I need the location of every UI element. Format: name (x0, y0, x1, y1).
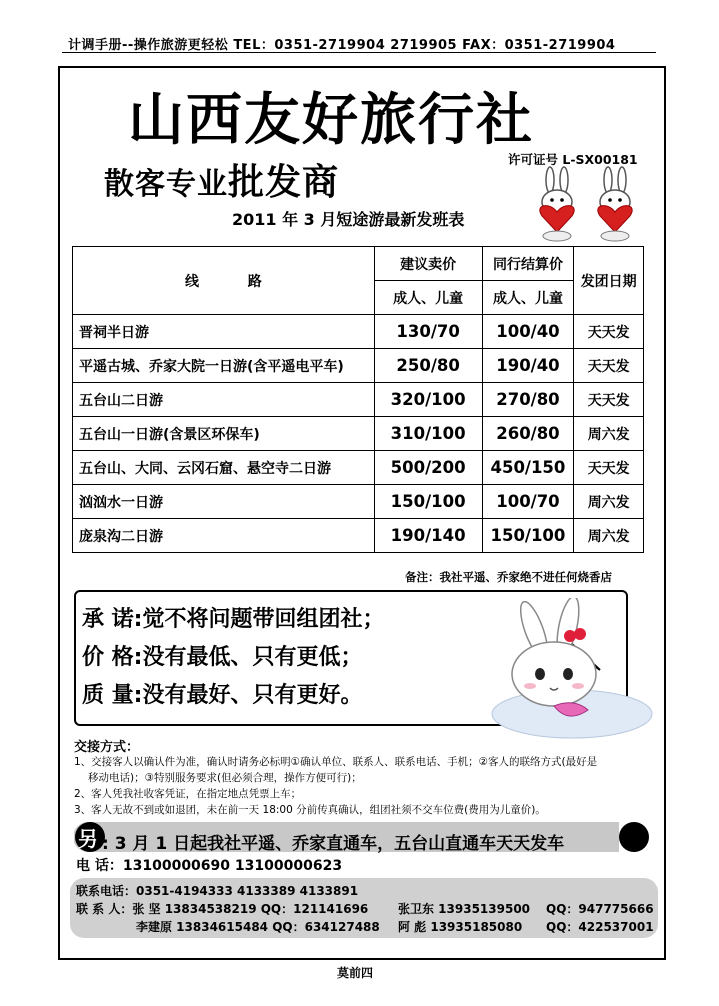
price-table (72, 246, 644, 553)
contact-person-row-1b: 张卫东 13935139500 (398, 902, 531, 916)
header-contact-line: 计调手册--操作旅游更轻松 TEL：0351-2719904 2719905 FAX：0351-2719904 (68, 38, 616, 53)
date-cell: 天天发 (574, 349, 644, 383)
table-row (73, 451, 644, 485)
settle-cell: 270/80 (482, 383, 574, 417)
table-row (73, 383, 644, 417)
price-cell: 320/100 (374, 383, 482, 417)
table-row (73, 315, 644, 349)
settle-subheader: 成人、儿童 (482, 281, 574, 315)
date-cell: 天天发 (574, 315, 644, 349)
slogan (104, 154, 339, 205)
col-route-header: 线 路 (73, 247, 375, 315)
banner-text: : 3 月 1 日起我社平遥、乔家直通车，五台山直通车天天发车 (102, 834, 565, 854)
date-cell: 周六发 (574, 519, 644, 553)
transfer-item-1: 1、交接客人以确认件为准，确认时请务必标明①确认单位、联系人、联系电话、手机；②客人的联络方式(最好是 (74, 756, 598, 768)
contact-person-row-1c: QQ：947775666 (546, 902, 654, 916)
transfer-item-2: 2、客人凭我社收客凭证，在指定地点凭票上车； (74, 788, 302, 800)
rabbit-mascot-illustration (488, 598, 658, 742)
route-cell: 晋祠半日游 (73, 315, 375, 349)
price-cell: 150/100 (374, 485, 482, 519)
transfer-item-1-cont: 移动电话)；③特别服务要求(但必须合理，操作方便可行)； (88, 772, 362, 784)
price-cell: 190/140 (374, 519, 482, 553)
settle-cell: 260/80 (482, 417, 574, 451)
transfer-title: 交接方式： (74, 740, 140, 755)
settle-cell: 450/150 (482, 451, 574, 485)
table-row (73, 349, 644, 383)
route-cell: 庞泉沟二日游 (73, 519, 375, 553)
price-cell: 310/100 (374, 417, 482, 451)
promise-commitment: 承 诺:觉不将问题带回组团社； (82, 607, 385, 632)
route-cell: 五台山一日游(含景区环保车) (73, 417, 375, 451)
bunny-right (598, 167, 632, 241)
route-cell: 汹汹水一日游 (73, 485, 375, 519)
contact-phone-row: 联系电话：0351-4194333 4133389 4133891 (76, 884, 359, 898)
price-subheader: 成人、儿童 (374, 281, 482, 315)
route-cell: 五台山、大同、云冈石窟、悬空寺二日游 (73, 451, 375, 485)
header-rule (62, 52, 656, 53)
price-cell: 130/70 (374, 315, 482, 349)
bunny-left (540, 167, 574, 241)
settle-cell: 150/100 (482, 519, 574, 553)
agency-name: 山西友好旅行社 (128, 87, 534, 153)
phone-numbers: 电 话：13100000690 13100000623 (76, 858, 343, 874)
table-row (73, 417, 644, 451)
bunny-heart-illustration (520, 166, 650, 244)
page-footer: 莫前四 (337, 966, 374, 980)
table-note: 备注：我社平遥、乔家绝不进任何烧香店 (405, 570, 612, 584)
col-settle-header: 同行结算价 (482, 247, 574, 281)
banner-mark: 另 (78, 827, 98, 851)
col-date-header: 发团日期 (574, 247, 644, 315)
contact-person-row-2b: 阿 彪 13935185080 (398, 920, 523, 934)
settle-cell: 190/40 (482, 349, 574, 383)
contact-person-row-1: 联 系 人：张 坚 13834538219 QQ：121141696 (76, 902, 369, 916)
col-price-header: 建议卖价 (374, 247, 482, 281)
promise-price: 价 格:没有最低、只有更低； (82, 645, 363, 670)
schedule-title: 2011 年 3 月短途游最新发班表 (232, 210, 465, 229)
settle-cell: 100/70 (482, 485, 574, 519)
table-row (73, 485, 644, 519)
date-cell: 天天发 (574, 383, 644, 417)
table-header-row (73, 247, 644, 281)
slogan-part-a: 散客专业 (104, 167, 228, 202)
route-cell: 平遥古城、乔家大院一日游(含平遥电平车) (73, 349, 375, 383)
price-cell: 500/200 (374, 451, 482, 485)
date-cell: 周六发 (574, 417, 644, 451)
contact-person-row-2c: QQ：422537001 (546, 920, 654, 934)
date-cell: 天天发 (574, 451, 644, 485)
date-cell: 周六发 (574, 485, 644, 519)
slogan-part-b: 批发商 (228, 162, 340, 203)
route-cell: 五台山二日游 (73, 383, 375, 417)
price-cell: 250/80 (374, 349, 482, 383)
table-row (73, 519, 644, 553)
contact-person-row-2: 李建原 13834615484 QQ：634127488 (136, 920, 380, 934)
settle-cell: 100/40 (482, 315, 574, 349)
promise-quality: 质 量:没有最好、只有更好。 (82, 683, 363, 708)
license-number: 许可证号 L-SX00181 (508, 152, 638, 167)
transfer-item-3: 3、客人无故不到或如退团，未在前一天 18:00 分前传真确认，组团社须不交车位费(费用为儿童价)。 (74, 804, 546, 816)
